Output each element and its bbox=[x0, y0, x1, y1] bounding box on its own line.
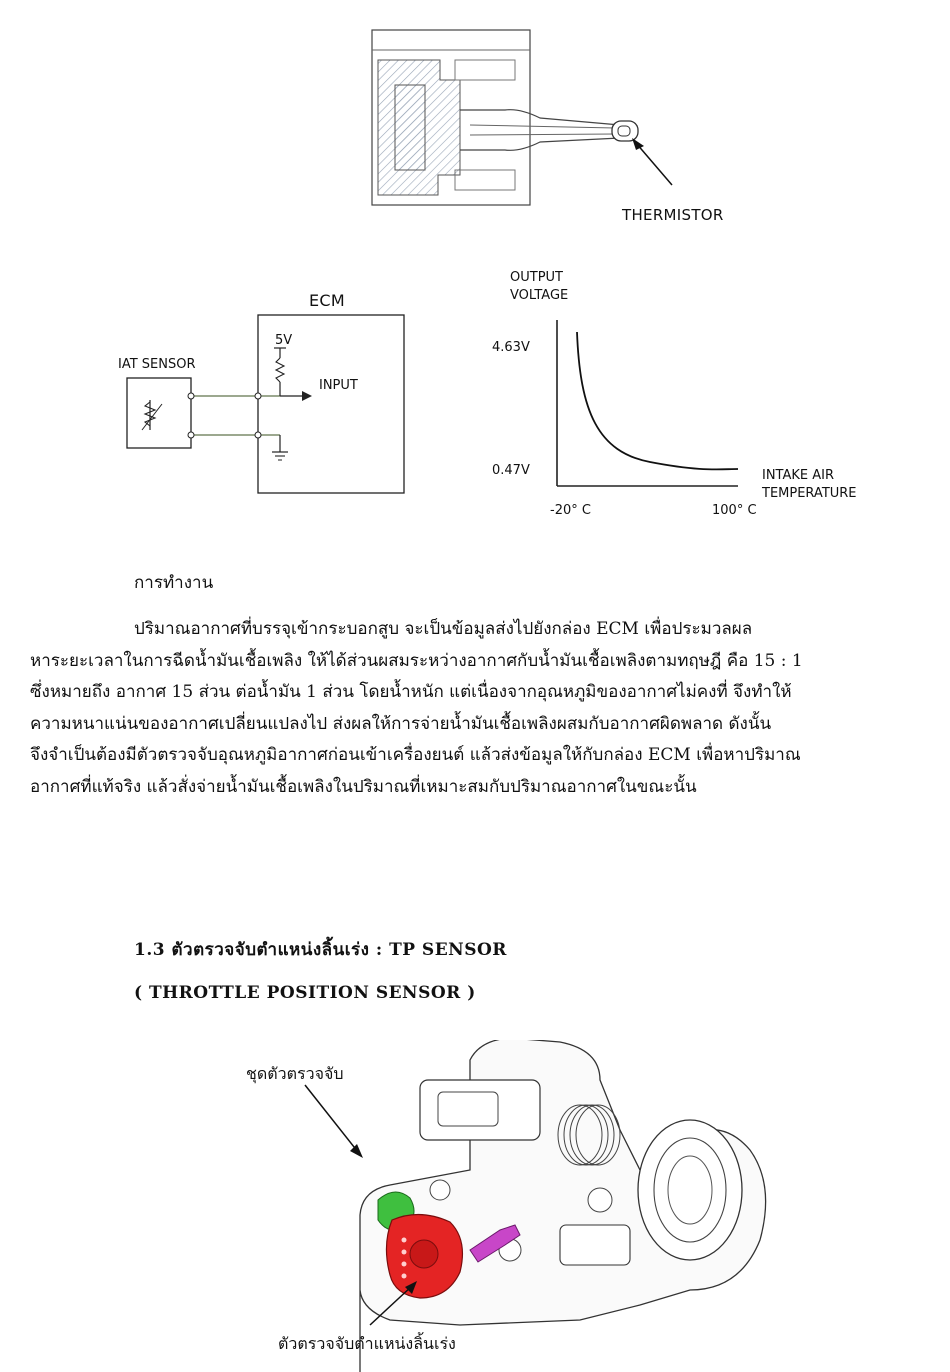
paragraph-line: ซึ่งหมายถึง อากาศ 15 ส่วน ต่อน้ำมัน 1 ส่วน โดยน้ำหนัก แต่เนื่องจากอุณหภูมิของอากาศไม่คงที่ จึงทำให้ bbox=[30, 682, 792, 702]
sensor-assembly-label: ชุดตัวตรวจจับ bbox=[246, 1064, 344, 1083]
thermistor-label: THERMISTOR bbox=[622, 206, 724, 224]
paragraph-line: หาระยะเวลาในการฉีดน้ำมันเชื้อเพลิง ให้ได้ส่วนผสมระหว่างอากาศกับน้ำมันเชื้อเพลิงตามทฤษฎี คือ 15 : 1 bbox=[30, 650, 803, 671]
operation-paragraph bbox=[30, 614, 935, 803]
x-axis-title-line2: TEMPERATURE bbox=[762, 486, 857, 501]
y-axis-title-line2: VOLTAGE bbox=[510, 288, 569, 303]
supply-voltage-label: 5V bbox=[275, 333, 293, 348]
input-label: INPUT bbox=[319, 378, 358, 393]
thermistor-diagram bbox=[0, 0, 950, 240]
output-voltage-graph bbox=[480, 262, 900, 532]
tp-sensor-label: ตัวตรวจจับตำแหน่งลิ้นเร่ง bbox=[278, 1334, 456, 1353]
throttle-body-figure bbox=[0, 1040, 950, 1372]
iat-sensor-label: IAT SENSOR bbox=[118, 357, 196, 372]
x-axis-title-line1: INTAKE AIR bbox=[762, 468, 835, 483]
section-heading: 1.3 ตัวตรวจจับตำแหน่งลิ้นเร่ง : TP SENSOR bbox=[134, 940, 507, 960]
y-low-value: 0.47V bbox=[492, 463, 530, 478]
paragraph-line: อากาศที่แท้จริง แล้วสั่งจ่ายน้ำมันเชื้อเพลิงในปริมาณที่เหมาะสมกับปริมาณอากาศในขณะนั้น bbox=[30, 776, 697, 797]
paragraph-line: ความหนาแน่นของอากาศเปลี่ยนแปลงไป ส่งผลให้การจ่ายน้ำมันเชื้อเพลิงผสมกับอากาศผิดพลาด ดังนั้น bbox=[30, 713, 772, 734]
x-max-value: 100° C bbox=[712, 503, 757, 518]
paragraph-line: จึงจำเป็นต้องมีตัวตรวจจับอุณหภูมิอากาศก่อนเข้าเครื่องยนต์ แล้วส่งข้อมูลให้กับกล่อง ECM เพื่อหาปริมาณ bbox=[30, 745, 801, 765]
section-subheading: ( THROTTLE POSITION SENSOR ) bbox=[134, 983, 476, 1003]
paragraph-line: ปริมาณอากาศที่บรรจุเข้ากระบอกสูบ จะเป็นข้อมูลส่งไปยังกล่อง ECM เพื่อประมวลผล bbox=[134, 619, 753, 639]
x-min-value: -20° C bbox=[550, 503, 591, 518]
iat-circuit-diagram bbox=[0, 270, 480, 500]
throttle-body-drawing bbox=[0, 1040, 950, 1372]
y-axis-title-line1: OUTPUT bbox=[510, 270, 563, 285]
ecm-label: ECM bbox=[309, 291, 345, 310]
thermistor-drawing bbox=[0, 0, 950, 240]
circuit-drawing bbox=[0, 270, 480, 500]
operation-title: การทำงาน bbox=[134, 573, 214, 593]
y-high-value: 4.63V bbox=[492, 340, 530, 355]
